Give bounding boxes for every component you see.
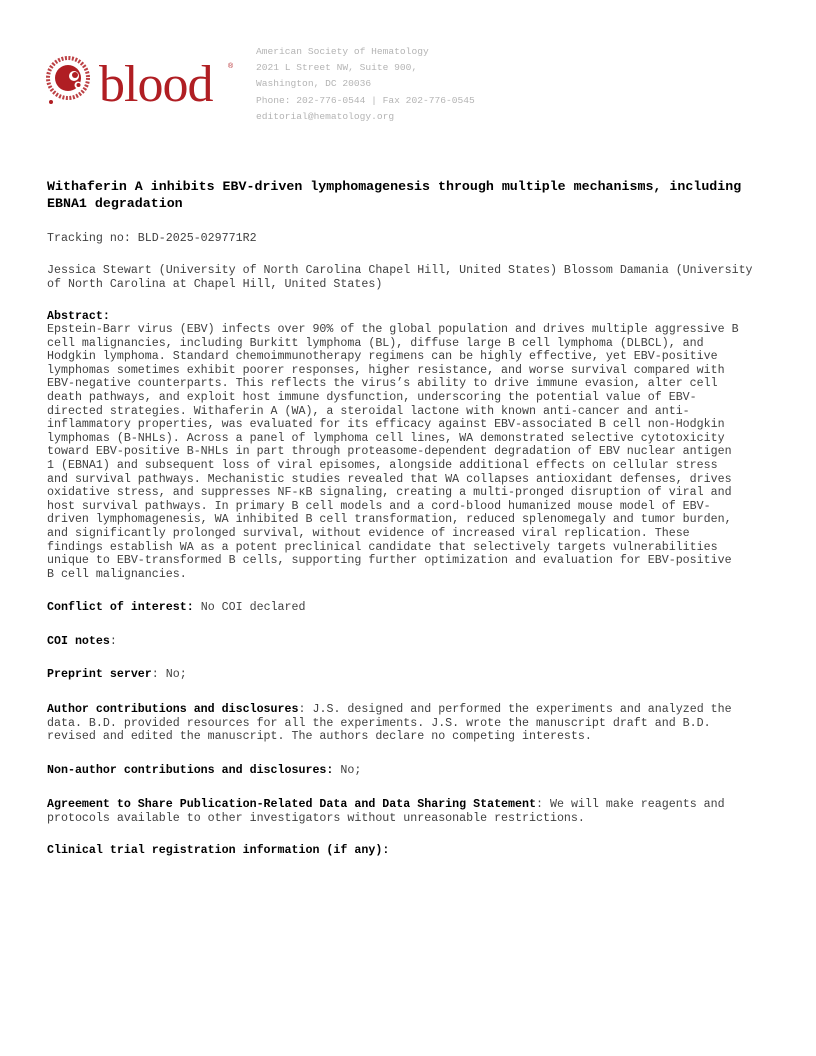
abstract-line: findings establish WA as a potent preclinical candidate that selectively targets vulnerabilities: [47, 540, 718, 554]
coi-notes-label: COI notes: [47, 635, 110, 648]
letterhead-city: Washington, DC 20036: [256, 78, 372, 90]
letterhead-email[interactable]: editorial@hematology.org: [256, 110, 395, 122]
abstract-line: B cell malignancies.: [47, 567, 187, 581]
data-sharing-line: protocols available to other investigators without unreasonable restrictions.: [47, 811, 585, 825]
abstract-line: oxidative stress, and suppresses NF-κB signaling, creating a multi-pronged disruption of viral and: [47, 486, 732, 500]
abstract-line: toward EBV-positive B-NHLs in part through proteasome-dependent degradation of EBV nuclear antigen: [47, 445, 732, 459]
preprint-value: No;: [165, 668, 187, 681]
clinical-trial-label: Clinical trial registration information (if any): [47, 844, 383, 857]
abstract-body: [47, 323, 767, 581]
non-author-contributions-field: Non-author contributions and disclosures: No;: [47, 764, 362, 777]
letterhead-street: 2021 L Street NW, Suite 900,: [256, 62, 418, 74]
abstract-line: inflammatory properties, was evaluated for its efficacy against EBV-associated B cell non-Hodgkin: [47, 418, 725, 432]
preprint-label: Preprint server: [47, 668, 152, 681]
abstract-line: death pathways, and exploit host immune dysfunction, underscoring the potential value of EBV-: [47, 390, 697, 404]
data-sharing-field: Agreement to Share Publication-Related Data and Data Sharing Statement: We will make reagents and protocols available to other investigators without unreasonable restrictions.: [47, 798, 767, 825]
coi-value: No COI declared: [200, 601, 306, 614]
author-contrib-line: J.S. designed and performed the experiments and analyzed the: [312, 703, 732, 716]
ash-seal-icon: [44, 54, 236, 110]
tracking-number: Tracking no: BLD-2025-029771R2: [47, 232, 257, 245]
abstract-line: Hodgkin lymphoma. Standard chemoimmunotherapy regimens can be highly effective, yet EBV-positive: [47, 350, 718, 364]
author-contrib-line: revised and edited the manuscript. The authors declare no competing interests.: [47, 730, 592, 744]
data-sharing-label: Agreement to Share Publication-Related Data and Data Sharing Statement: [47, 798, 536, 811]
author-contributions-field: Author contributions and disclosures: J.S. designed and performed the experiments and analyzed the data. B.D. provided resources for all the experiments. J.S. wrote the manuscript draft and B.D. revised and edited the manuscript. The authors declare no competing interests.: [47, 703, 767, 744]
author-list: Jessica Stewart (University of North Carolina Chapel Hill, United States) Blossom Damania (University of North Carolina at Chapel Hill, United States): [47, 264, 753, 291]
abstract-line: EBV-negative counterparts. This reflects the virus’s ability to drive immune evasion, alter cell: [47, 377, 718, 391]
preprint-server-field: Preprint server: No;: [47, 668, 187, 681]
blood-journal-logo: [44, 54, 236, 110]
author-contrib-line: data. B.D. provided resources for all the experiments. J.S. wrote the manuscript draft and B.D.: [47, 716, 711, 730]
abstract-line: 1 (EBNA1) and subsequent loss of viral episomes, alongside additional effects on cellular stress: [47, 458, 718, 472]
svg-text:blood: blood: [99, 56, 213, 110]
abstract-line: cell malignancies, including Burkitt lymphoma (BL), diffuse large B cell lymphoma (DLBCL), and: [47, 336, 704, 350]
abstract-line: directed strategies. Withaferin A (WA), a steroidal lactone with known anti-cancer and anti-: [47, 404, 690, 418]
coi-notes-field: COI notes:: [47, 635, 117, 648]
author-contrib-label: Author contributions and disclosures: [47, 703, 299, 716]
abstract-line: and significantly prolonged survival, without evidence of increased viral replication. These: [47, 526, 690, 540]
abstract-line: Epstein-Barr virus (EBV) infects over 90% of the global population and drives multiple aggressive B: [47, 323, 739, 336]
non-author-label: Non-author contributions and disclosures: [47, 764, 327, 777]
abstract-line: driven lymphomagenesis, WA inhibited B cell transformation, reduced splenomegaly and tumor burden,: [47, 513, 732, 527]
data-sharing-line: We will make reagents and: [550, 798, 725, 811]
conflict-of-interest-field: Conflict of interest: No COI declared: [47, 601, 306, 614]
letterhead-address: [256, 44, 475, 125]
coi-label: Conflict of interest: [47, 601, 187, 614]
abstract-line: lymphomas sometimes exhibit poorer responses, higher resistance, and worse survival compared with: [47, 363, 725, 377]
abstract-line: host survival pathways. In primary B cell models and a cord-blood humanized mouse model of EBV-: [47, 499, 711, 513]
article-title: Withaferin A inhibits EBV-driven lymphomagenesis through multiple mechanisms, including EBNA1 degradation: [47, 179, 742, 211]
letterhead-phone: Phone: 202-776-0544 | Fax 202-776-0545: [256, 94, 475, 106]
abstract-line: lymphomas (B-NHLs). Across a panel of lymphoma cell lines, WA demonstrated selective cytotoxicity: [47, 431, 725, 445]
clinical-trial-field: Clinical trial registration information (if any):: [47, 844, 390, 857]
abstract-heading: Abstract:: [47, 310, 110, 323]
letterhead-org: American Society of Hematology: [256, 46, 429, 57]
abstract-line: and survival pathways. Mechanistic studies revealed that WA collapses antioxidant defenses, drives: [47, 472, 732, 486]
abstract-line: unique to EBV-transformed B cells, supporting further optimization and evaluation for EBV-positive: [47, 554, 732, 568]
non-author-value: No;: [340, 764, 362, 777]
svg-text:®: ®: [228, 63, 234, 70]
